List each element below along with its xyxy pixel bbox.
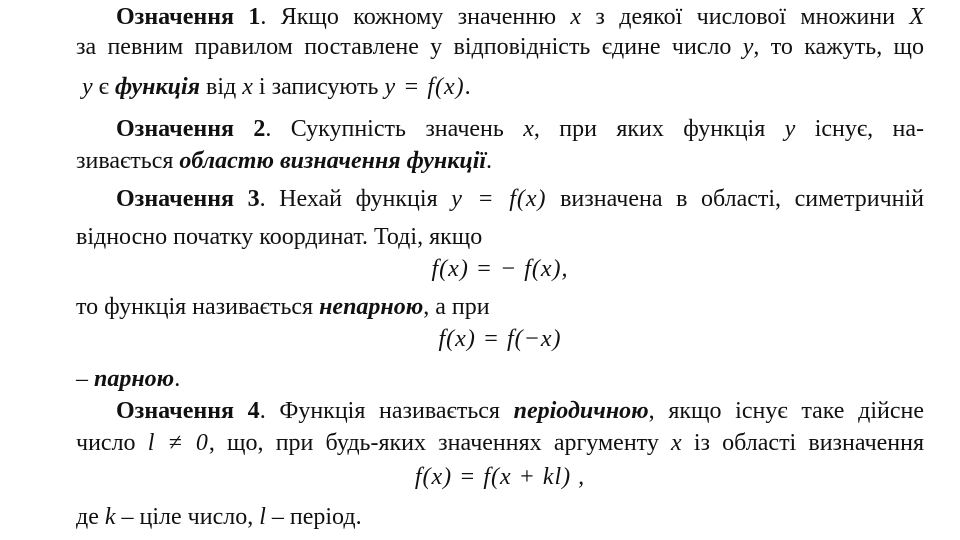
def1-text-h: . <box>464 74 471 100</box>
def3-term-odd: непарною <box>319 294 424 320</box>
def1-var-y: y <box>742 34 754 60</box>
def2-line2 <box>76 146 924 176</box>
def1-var-y2: y <box>82 74 93 100</box>
def1-var-x2: x <box>242 74 253 100</box>
def3-formula-even: f(x) = f(−x) <box>438 326 562 352</box>
def2-var-x: x <box>523 116 534 142</box>
def4-formula-l: l ≠ 0 <box>147 430 209 456</box>
def3-label: Означення 3 <box>116 186 260 212</box>
def4-text-a: . Функція називається <box>259 398 500 424</box>
def4-text-c: число <box>76 430 136 456</box>
def2-label: Означення 2 <box>116 116 266 142</box>
def4-text-e: із області визначення <box>693 430 925 456</box>
def1-text-f: від <box>206 74 237 100</box>
def3-text-d: то функція називається <box>76 294 314 320</box>
def4-text-f: де <box>76 504 99 530</box>
def4-var-l: l <box>259 504 266 530</box>
def2-term-domain: областю визначення функції <box>179 148 487 174</box>
def4-text-g: – ціле число, <box>121 504 254 530</box>
def4-line3 <box>76 502 924 532</box>
def4-term-periodic: періодичною <box>513 398 649 424</box>
def3-text-a: . Нехай функція <box>259 186 438 212</box>
def3-text-b: визначена в області, симетричній <box>560 186 924 212</box>
def1-line1 <box>76 2 924 32</box>
def4-var-x: x <box>671 430 682 456</box>
def3-formula-odd-row <box>76 254 924 284</box>
def4-text-b: , якщо існує таке дійсне <box>648 398 924 424</box>
def3-formula-inline: y = f(x) <box>451 186 547 212</box>
def3-term-even: парною <box>94 366 175 392</box>
def4-formula-periodic: f(x) = f(x + kl) , <box>414 464 586 490</box>
def1-var-x: x <box>570 4 582 30</box>
def2-text-b: , при яких функція <box>533 116 766 142</box>
def3-line3 <box>76 292 924 322</box>
def3-text-g: . <box>174 366 181 392</box>
def4-label: Означення 4 <box>116 398 260 424</box>
def1-text-b: з деякої числової множини <box>595 4 895 30</box>
def1-term-function: функція <box>114 74 201 100</box>
def1-text-d: , то кажуть, що <box>753 34 924 60</box>
def4-text-h: – період. <box>271 504 362 530</box>
def3-formula-even-row <box>76 324 924 354</box>
def1-var-X: X <box>909 4 925 30</box>
def2-line1 <box>76 114 924 144</box>
def1-text-c: за певним правилом поставлене у відповідність єдине число <box>76 34 732 60</box>
def3-line4 <box>76 364 924 394</box>
def2-var-y: y <box>784 116 796 142</box>
def2-text-d: зивається <box>76 148 174 174</box>
def3-line1 <box>76 184 924 214</box>
def1-formula: y = f(x) <box>384 74 465 100</box>
def1-text-a: . Якщо кожному значенню <box>260 4 557 30</box>
def2-text-a: . Сукупність значень <box>265 116 504 142</box>
def1-line3 <box>76 72 924 102</box>
def3-line2 <box>76 222 924 252</box>
def3-text-e: , а при <box>423 294 490 320</box>
def1-label: Означення 1 <box>116 4 261 30</box>
def4-line1 <box>76 396 924 426</box>
def1-text-e: є <box>98 74 109 100</box>
def2-text-e: . <box>486 148 493 174</box>
def4-text-d: , що, при будь-яких значеннях аргументу <box>208 430 659 456</box>
def2-text-c: існує, на- <box>814 116 925 142</box>
def4-line2 <box>76 428 924 458</box>
def3-dash: – <box>76 366 88 392</box>
def3-formula-odd: f(x) = − f(x), <box>431 256 569 282</box>
def1-line2 <box>76 32 924 62</box>
def1-text-g: і записують <box>258 74 379 100</box>
def4-var-k: k <box>104 504 116 530</box>
def4-formula-periodic-row <box>76 462 924 492</box>
def3-text-c: відносно початку координат. Тоді, якщо <box>76 224 483 250</box>
